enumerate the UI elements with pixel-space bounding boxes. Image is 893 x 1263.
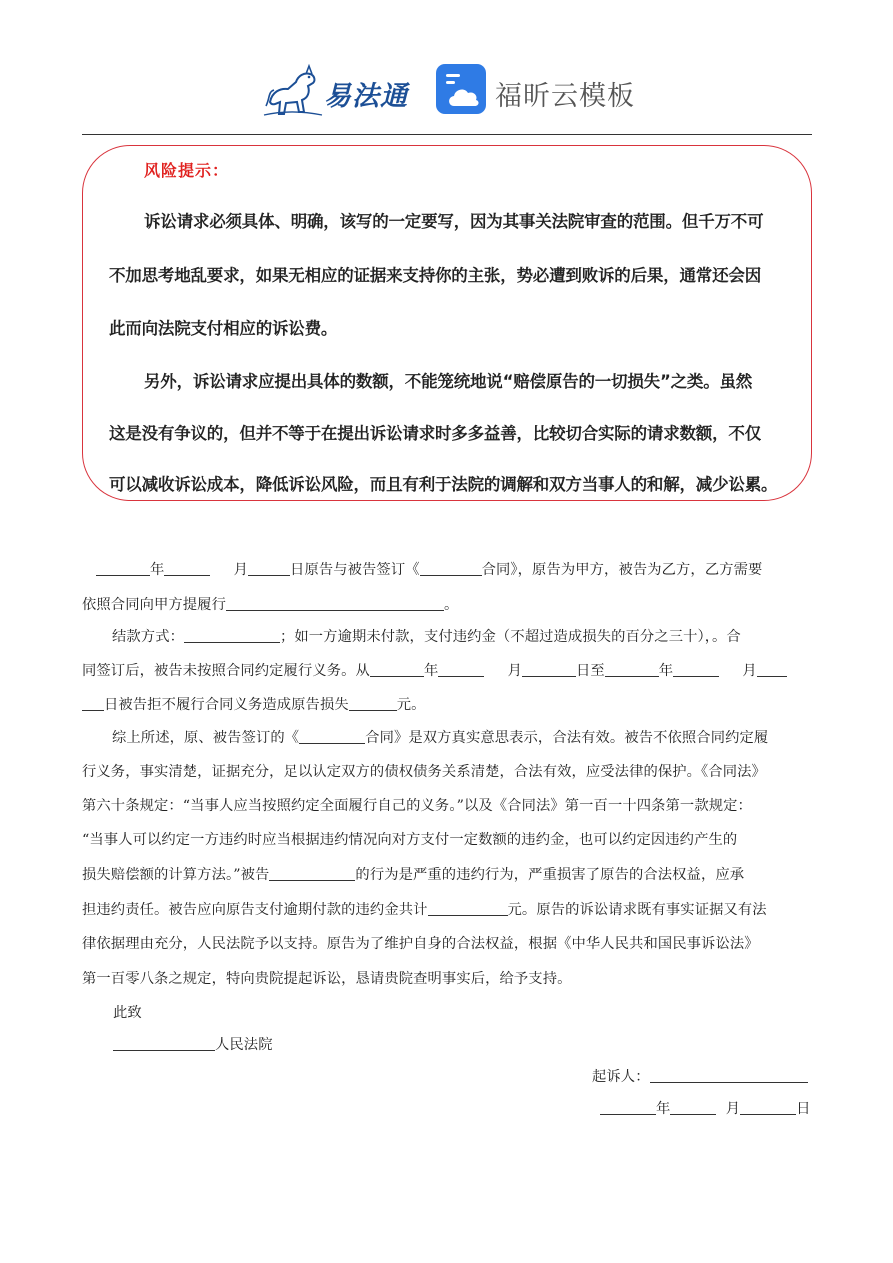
salutation: 此致 <box>113 1005 142 1021</box>
complaint-line-1: 年 月 日原告与被告签订《 合同》，原告为甲方，被告为乙方，乙方需要 <box>96 559 762 579</box>
complaint-line-2: 依照合同向甲方提履行 。 <box>82 597 459 613</box>
performance-blank[interactable] <box>226 596 444 611</box>
complaint-line-4: 同签订后，被告未按照合同约定履行义务。从 年 月 日至 年 月 <box>82 660 787 680</box>
risk-line: 可以减收诉讼成本，降低诉讼风险，而且有利于法院的调解和双方当事人的和解，减少讼累。 <box>109 475 778 494</box>
complaint-line-6: 综上所述，原、被告签订的《 合同》是双方真实意思表示，合法有效。被告不依照合同约定履 <box>112 730 769 746</box>
to-day-blank[interactable] <box>757 662 787 677</box>
complaint-line-3: 结款方式： ；如一方逾期未付款，支付违约金（不超过造成损失的百分之三十），。合 <box>112 629 741 645</box>
from-day-blank[interactable] <box>522 662 576 677</box>
complaint-line-12: 律依据理由充分，人民法院予以支持。原告为了维护自身的合法权益，根据《中华人民共和国民事诉讼法》 <box>82 936 759 952</box>
header-divider <box>82 134 812 135</box>
complaint-line-7: 行义务，事实清楚，证据充分，足以认定双方的债权债务关系清楚，合法有效，应受法律的保护。《合同法》 <box>82 764 766 780</box>
fuxin-logo <box>436 64 656 120</box>
day-blank[interactable] <box>248 561 290 576</box>
complaint-line-8: 第六十条规定：“当事人应当按照约定全面履行自己的义务。”以及《合同法》第一百一十四条第一款规定： <box>82 798 752 814</box>
plaintiff-signature-line: 起诉人： <box>592 1066 808 1086</box>
penalty-amount-blank[interactable] <box>428 901 508 916</box>
risk-line: 这是没有争议的，但并不等于在提出诉讼请求时多多益善，比较切合实际的请求数额，不仅 <box>109 424 762 443</box>
sign-year-blank[interactable] <box>600 1100 656 1115</box>
to-month-blank[interactable] <box>673 662 719 677</box>
risk-line: 此而向法院支付相应的诉讼费。 <box>109 319 338 338</box>
qilin-horse-icon <box>262 62 324 118</box>
risk-title: 风险提示： <box>144 161 230 180</box>
complaint-line-11: 担违约责任。被告应向原告支付逾期付款的违约金共计 元。原告的诉讼请求既有事实证据又有法 <box>82 902 767 918</box>
risk-line: 不加思考地乱要求，如果无相应的证据来支持你的主张，势必遭到败诉的后果，通常还会因 <box>109 266 762 285</box>
court-name-blank[interactable] <box>113 1036 215 1051</box>
yifatong-logo <box>262 62 422 118</box>
yifatong-brand-text: 易法通 <box>324 81 408 112</box>
signature-date-line: 年 月 日 <box>600 1098 811 1118</box>
contract-name-blank-2[interactable] <box>299 729 365 744</box>
contract-name-blank[interactable] <box>420 561 482 576</box>
from-year-blank[interactable] <box>370 662 424 677</box>
complaint-line-10: 损失赔偿额的计算方法。”被告 的行为是严重的违约行为，严重损害了原告的合法权益，应承 <box>82 867 745 883</box>
sign-month-blank[interactable] <box>670 1100 716 1115</box>
header-logos <box>0 58 893 122</box>
payment-method-blank[interactable] <box>184 628 280 643</box>
from-month-blank[interactable] <box>438 662 484 677</box>
risk-line: 另外，诉讼请求应提出具体的数额，不能笼统地说“赔偿原告的一切损失”之类。虽然 <box>144 372 753 391</box>
loss-amount-blank[interactable] <box>349 696 397 711</box>
fuxin-brand-text: 福昕云模板 <box>495 81 635 112</box>
complaint-line-9: “当事人可以约定一方违约时应当根据违约情况向对方支付一定数额的违约金，也可以约定因违约产生的 <box>82 832 738 848</box>
complaint-line-13: 第一百零八条之规定，特向贵院提起诉讼，恳请贵院查明事实后，给予支持。 <box>82 971 572 987</box>
court-line: 人民法院 <box>113 1034 273 1054</box>
document-cloud-icon <box>436 64 488 116</box>
sign-day-blank[interactable] <box>740 1100 796 1115</box>
plaintiff-name-blank[interactable] <box>650 1068 808 1083</box>
complaint-line-5: 日被告拒不履行合同义务造成原告损失 元。 <box>82 694 426 714</box>
risk-warning-box <box>82 145 812 501</box>
month-blank[interactable] <box>164 561 210 576</box>
year-blank[interactable] <box>96 561 150 576</box>
risk-line: 诉讼请求必须具体、明确，该写的一定要写，因为其事关法院审查的范围。但千万不可 <box>144 212 764 231</box>
defendant-blank[interactable] <box>269 866 355 881</box>
to-day-blank-cont[interactable] <box>82 696 104 711</box>
to-year-blank[interactable] <box>605 662 659 677</box>
